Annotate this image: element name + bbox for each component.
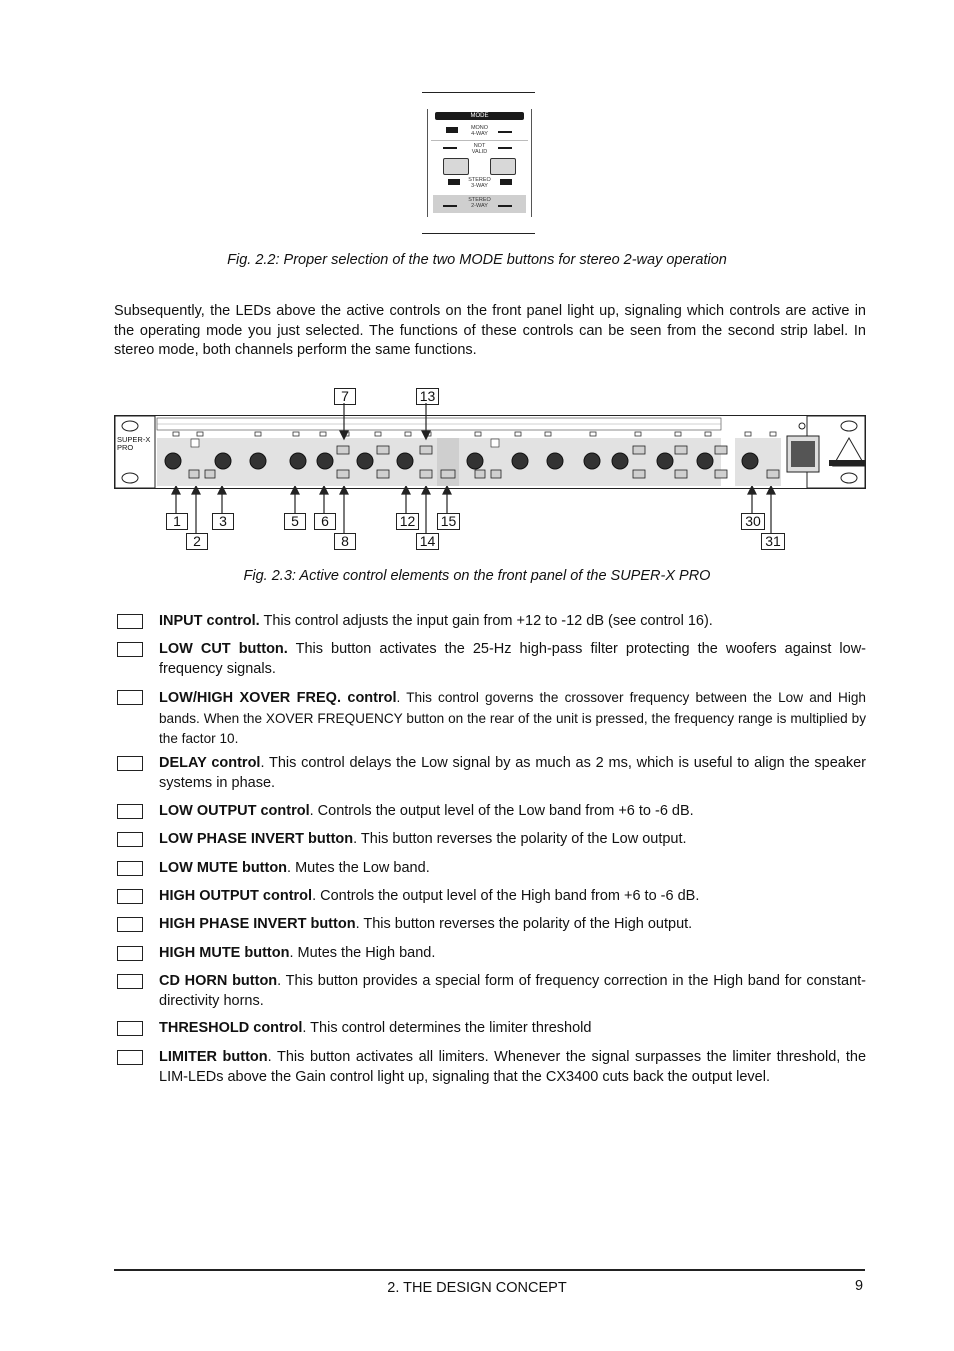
callout-2: 2 bbox=[186, 533, 208, 550]
body-paragraph: Subsequently, the LEDs above the active controls on the front panel light up, signaling which controls are active in the operating mode you just selected. The functions of these controls can be seen from the second strip label. In stereo mode, both channels perform the same functions. bbox=[114, 303, 866, 358]
callout-8: 8 bbox=[334, 533, 356, 550]
list-item: LOW/HIGH XOVER FREQ. control. This control governs the crossover frequency between the Low and High bands. When the XOVER FREQUENCY button on the rear of the unit is pressed, the frequency range is multiplied by the factor 10. bbox=[114, 688, 866, 750]
item-number-box bbox=[117, 642, 143, 657]
callout-15: 15 bbox=[437, 513, 460, 530]
figure-caption-2-2: Fig. 2.2: Proper selection of the two MODE buttons for stereo 2-way operation bbox=[227, 252, 727, 268]
mode-label-not-valid: NOT VALID bbox=[471, 143, 488, 155]
callout-14: 14 bbox=[416, 533, 439, 550]
list-item: LOW CUT button. This button activates the 25-Hz high-pass filter protecting the woofers against low-frequency signals. bbox=[114, 640, 866, 679]
page-number: 9 bbox=[855, 1278, 864, 1294]
item-number-box bbox=[117, 974, 143, 989]
list-item: THRESHOLD control. This control determines the limiter threshold bbox=[114, 1019, 866, 1039]
brand-logo-text: SUPER-X PRO bbox=[117, 435, 151, 452]
callout-31: 31 bbox=[761, 533, 785, 550]
list-item: LIMITER button. This button activates all limiters. Whenever the signal surpasses the limiter threshold, the LIM-LEDs above the Gain control light up, signaling that the CX3400 cuts back the output level. bbox=[114, 1048, 866, 1087]
mode-button-right bbox=[490, 158, 516, 175]
figure-rule-bottom bbox=[422, 233, 535, 234]
item-number-box bbox=[117, 690, 143, 705]
callout-5: 5 bbox=[284, 513, 306, 530]
mode-label-stereo-2way: STEREO 2-WAY bbox=[468, 197, 491, 209]
callout-30: 30 bbox=[741, 513, 765, 530]
list-item: INPUT control. This control adjusts the input gain from +12 to -12 dB (see control 16). bbox=[114, 612, 866, 632]
figure-caption-2-3: Fig. 2.3: Active control elements on the front panel of the SUPER-X PRO bbox=[243, 568, 711, 584]
divider bbox=[431, 140, 528, 141]
item-number-box bbox=[117, 861, 143, 876]
item-number-box bbox=[117, 804, 143, 819]
list-item: HIGH MUTE button. Mutes the High band. bbox=[114, 944, 866, 964]
list-item: DELAY control. This control delays the Low signal by as much as 2 ms, which is useful to align the speaker systems in phase. bbox=[114, 754, 866, 793]
list-item: HIGH PHASE INVERT button. This button reverses the polarity of the High output. bbox=[114, 915, 866, 935]
footer-rule bbox=[114, 1269, 865, 1271]
callout-12: 12 bbox=[396, 513, 419, 530]
mode-figure bbox=[422, 92, 535, 234]
figure-rule-top bbox=[422, 92, 535, 93]
callout-3: 3 bbox=[212, 513, 234, 530]
item-number-box bbox=[117, 614, 143, 629]
mode-header: MODE bbox=[435, 112, 524, 120]
item-number-box bbox=[117, 1021, 143, 1036]
item-number-box bbox=[117, 1050, 143, 1065]
mode-label-mono: MONO 4-WAY bbox=[470, 125, 489, 137]
callout-13: 13 bbox=[416, 388, 439, 405]
item-number-box bbox=[117, 917, 143, 932]
footer-section-title: 2. THE DESIGN CONCEPT bbox=[387, 1280, 567, 1296]
list-item: LOW PHASE INVERT button. This button reverses the polarity of the Low output. bbox=[114, 830, 866, 850]
item-number-box bbox=[117, 832, 143, 847]
mode-panel bbox=[427, 109, 532, 217]
item-number-box bbox=[117, 946, 143, 961]
list-item: LOW MUTE button. Mutes the Low band. bbox=[114, 859, 866, 879]
list-item: HIGH OUTPUT control. Controls the output level of the High band from +6 to -6 dB. bbox=[114, 887, 866, 907]
callout-6: 6 bbox=[314, 513, 336, 530]
item-number-box bbox=[117, 889, 143, 904]
list-item: CD HORN button. This button provides a special form of frequency correction in the High band for constant-directivity horns. bbox=[114, 972, 866, 1011]
callout-7: 7 bbox=[334, 388, 356, 405]
mode-label-stereo-3way: STEREO 3-WAY bbox=[468, 177, 491, 189]
callout-arrows-top bbox=[114, 403, 864, 443]
list-item: LOW OUTPUT control. Controls the output level of the Low band from +6 to -6 dB. bbox=[114, 802, 866, 822]
callout-1: 1 bbox=[166, 513, 188, 530]
mode-button-left bbox=[443, 158, 469, 175]
item-number-box bbox=[117, 756, 143, 771]
